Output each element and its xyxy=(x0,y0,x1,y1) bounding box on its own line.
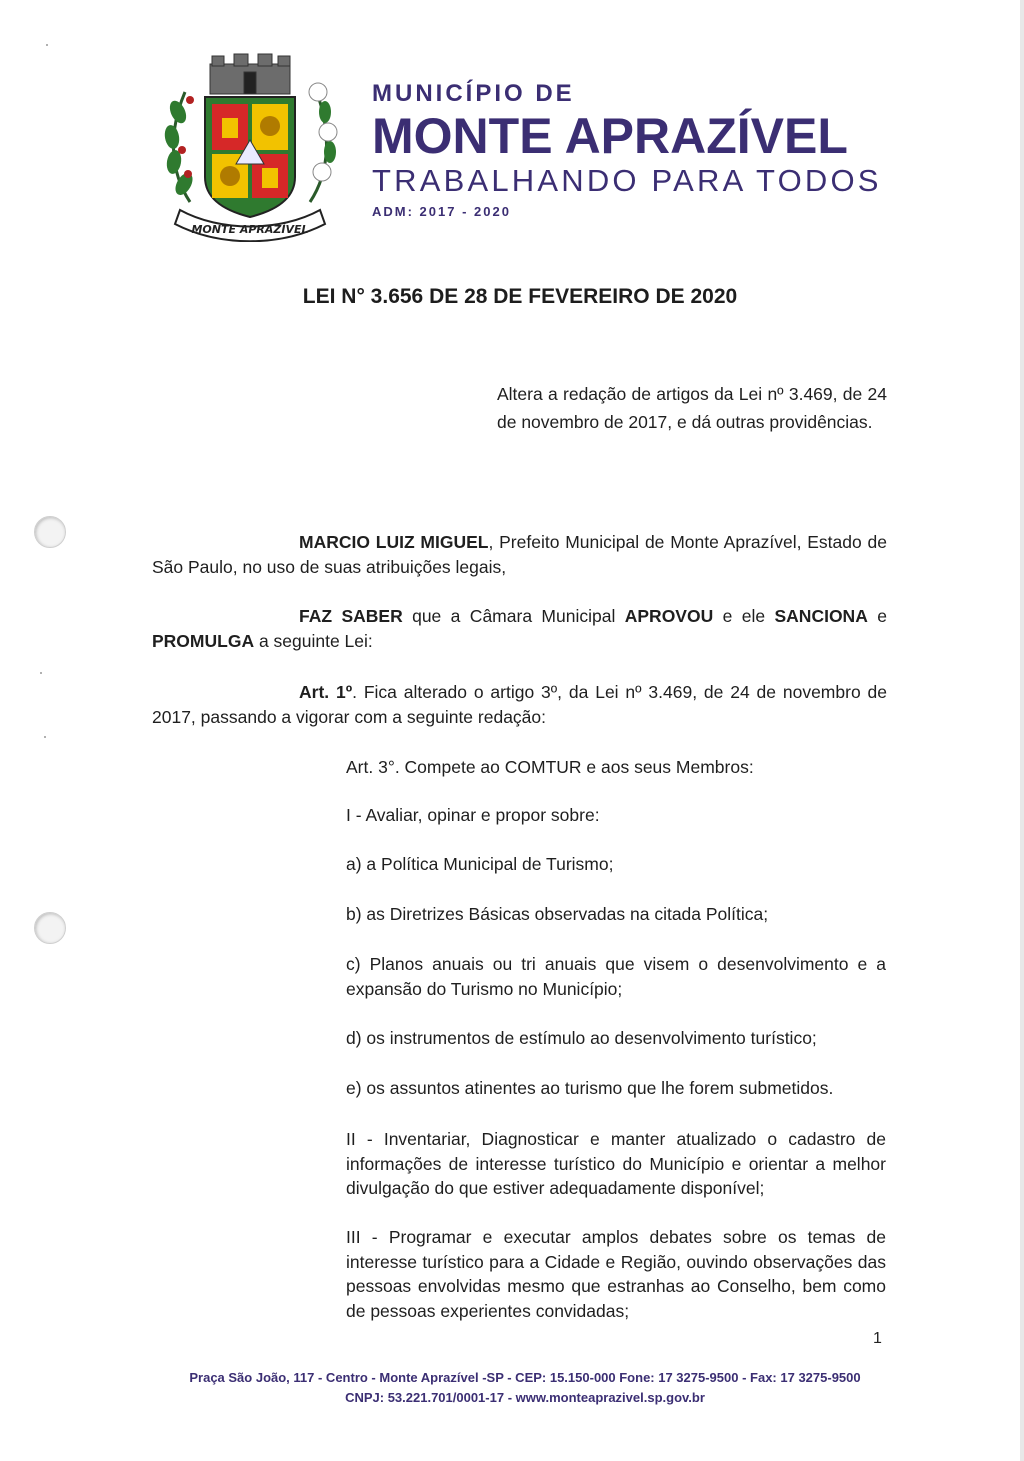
enactment-sanciona: SANCIONA xyxy=(774,606,868,626)
quoted-item-iii: III - Programar e executar amplos debates sobre os temas de interesse turístico para a Cidade e Região, ouvindo observações das pessoas envolvidas mesmo que estranhas ao Conselho, bem como de pessoas experientes convidadas; xyxy=(346,1227,886,1321)
punch-hole-top xyxy=(34,516,66,548)
municipal-crest-logo xyxy=(160,52,340,242)
cotton-branch-icon xyxy=(309,83,337,202)
enactment-aprovou: APROVOU xyxy=(624,606,714,626)
shield-icon xyxy=(205,97,295,217)
brand-line-name: MONTE APRAZÍVEL xyxy=(372,108,848,164)
brand-line-slogan: TRABALHANDO PARA TODOS xyxy=(372,163,882,198)
brand-line-adm: ADM: 2017 - 2020 xyxy=(372,204,511,219)
quoted-item-i: I - Avaliar, opinar e propor sobre: xyxy=(346,805,600,825)
article-1-paragraph xyxy=(152,680,887,730)
quoted-item-e: e) os assuntos atinentes ao turismo que lhe forem submetidos. xyxy=(346,1078,834,1098)
enactment-faz-saber: FAZ SABER xyxy=(299,606,403,626)
page-number: 1 xyxy=(873,1330,882,1347)
mural-crown-icon xyxy=(210,54,290,94)
article-1-text: . Fica alterado o artigo 3º, da Lei nº 3.469, de 24 de novembro de 2017, passando a vigorar com a seguinte redação: xyxy=(152,682,887,727)
preamble-text: , Prefeito Municipal de Monte Aprazível, Estado de São Paulo, no uso de suas atribuições legais, xyxy=(152,532,887,577)
municipality-brand xyxy=(372,80,882,219)
brand-line-municipio: MUNICÍPIO DE xyxy=(372,80,575,107)
enactment-text: a seguinte Lei: xyxy=(254,631,373,651)
punch-hole-bottom xyxy=(34,912,66,944)
quoted-item-d: d) os instrumentos de estímulo ao desenvolvimento turístico; xyxy=(346,1028,817,1048)
enactment-text: que a Câmara Municipal xyxy=(402,606,625,626)
quoted-article-3-head: Art. 3°. Compete ao COMTUR e aos seus Membros: xyxy=(346,757,754,777)
laurel-branch-icon xyxy=(163,92,196,202)
preamble-paragraph xyxy=(152,530,887,580)
scan-speck xyxy=(40,672,42,674)
law-summary: Altera a redação de artigos da Lei nº 3.469, de 24 de novembro de 2017, e dá outras providências. xyxy=(497,384,887,432)
enactment-text: e xyxy=(867,606,887,626)
quoted-item-c: c) Planos anuais ou tri anuais que visem o desenvolvimento e a expansão do Turismo no Município; xyxy=(346,954,886,999)
footer-address: Praça São João, 117 - Centro - Monte Aprazível -SP - CEP: 15.150-000 Fone: 17 3275-9500 - Fax: 17 3275-9500 xyxy=(189,1370,861,1385)
quoted-item-ii: II - Inventariar, Diagnosticar e manter atualizado o cadastro de informações de interesse turístico do Município e orientar a melhor divulgação do que estiver adequadamente disponível; xyxy=(346,1129,886,1198)
law-title: LEI N° 3.656 DE 28 DE FEVEREIRO DE 2020 xyxy=(302,285,738,308)
scan-speck xyxy=(46,44,48,46)
enactment-paragraph xyxy=(152,604,887,654)
enactment-promulga: PROMULGA xyxy=(152,631,255,651)
mayor-name: MARCIO LUIZ MIGUEL xyxy=(299,532,489,552)
scan-speck xyxy=(44,736,46,738)
crest-ribbon-text: MONTE APRAZÍVEL xyxy=(191,223,309,236)
footer-cnpj-website: CNPJ: 53.221.701/0001-17 - www.monteaprazivel.sp.gov.br xyxy=(345,1390,705,1405)
page-edge-shadow xyxy=(1020,0,1024,1461)
quoted-item-b: b) as Diretrizes Básicas observadas na citada Política; xyxy=(346,904,769,924)
article-1-label: Art. 1º xyxy=(299,682,353,702)
quoted-item-a: a) a Política Municipal de Turismo; xyxy=(346,854,614,874)
enactment-text: e ele xyxy=(713,606,775,626)
